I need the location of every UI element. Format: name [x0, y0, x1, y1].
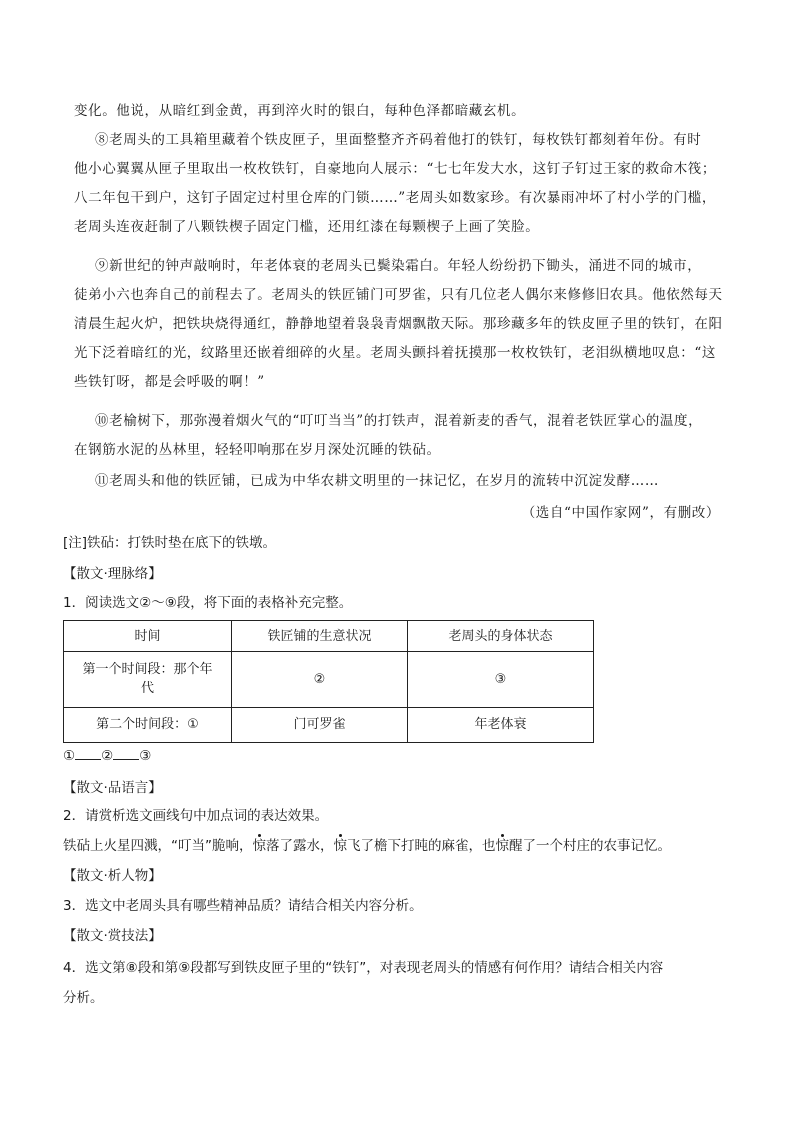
- table-cell-time: [64, 652, 232, 707]
- paragraph-9-line: 徒弟小六也奔自己的前程去了。老周头的铁匠铺门可罗雀，只有几位老人偶尔来修修旧农具。他依然每天: [74, 287, 723, 303]
- paragraph-8-line: 他小心翼翼从匣子里取出一枚枚铁钉，自豪地向人展示：“七七年发大水，这钉子钉过王家的救命木筏；: [74, 161, 716, 177]
- cell-text: 代: [140, 681, 154, 697]
- section-heading: 【散文·理脉络】: [63, 566, 162, 582]
- paragraph-10-line: 在钢筋水泥的丛林里，轻轻叩响那在岁月深处沉睡的铁砧。: [74, 442, 441, 458]
- table-cell-time: 第二个时间段：①: [64, 707, 232, 742]
- table-cell-business: 门可罗雀: [232, 707, 408, 742]
- table-row: [64, 707, 594, 742]
- answer-table: [63, 620, 594, 743]
- paragraph-9-line: ⑨新世纪的钟声敲响时，年老体衰的老周头已鬓染霜白。年轻人纷纷扔下锄头，涌进不同的城市，: [95, 258, 702, 274]
- source-citation: （选自“中国作家网”，有删改）: [521, 505, 720, 521]
- paragraph-10-line: ⑩老榆树下，那弥漫着烟火气的“叮叮当当”的打铁声，混着新麦的香气，混着老铁匠掌心的温度，: [95, 413, 703, 429]
- answer-blank[interactable]: [75, 747, 101, 760]
- underlined-sentence: [63, 836, 671, 856]
- paragraph-9-line: 清晨生起火炉，把铁块烧得通红，静静地望着袅袅青烟飘散天际。那珍藏多年的铁皮匣子里的铁钉，在阳: [74, 316, 723, 332]
- paragraph-9-line: 些铁钉呀，都是会呼吸的啊！”: [74, 374, 265, 390]
- paragraph-8-line: ⑧老周头的工具箱里藏着个铁皮匣子，里面整整齐齐码着他打的铁钉，每枚铁钉都刻着年份。有时: [95, 132, 702, 148]
- section-heading: 【散文·品语言】: [63, 780, 162, 796]
- paragraph-8-line: 老周头连夜赶制了八颗铁楔子固定门槛，还用红漆在每颗楔子上画了笑脸。: [74, 219, 540, 235]
- table-header-row: [64, 621, 594, 652]
- cell-text: 第一个时间段：那个年: [82, 662, 213, 678]
- section-heading: 【散文·析人物】: [63, 868, 162, 884]
- sentence-part: 飞了檐下打盹的麻雀，也: [347, 838, 496, 854]
- table-row: [64, 652, 594, 707]
- blank-label: ③: [139, 748, 152, 764]
- answer-blanks: [63, 746, 151, 766]
- blank-label: ②: [101, 748, 114, 764]
- paragraph-11: ⑪老周头和他的铁匠铺，已成为中华农耕文明里的一抹记忆，在岁月的流转中沉淀发酵……: [95, 473, 659, 489]
- question-2: 2．请赏析选文画线句中加点词的表达效果。: [63, 808, 329, 824]
- dotted-word: 惊: [495, 838, 509, 854]
- sentence-part: 醒了一个村庄的农事记忆。: [509, 838, 671, 854]
- paragraph-9-line: 光下泛着暗红的光，纹路里还嵌着细碎的火星。老周头颤抖着抚摸那一枚枚铁钉，老泪纵横地叹息：“这: [74, 345, 716, 361]
- sentence-part: 铁砧上火星四溅，“叮当”脆响，: [63, 838, 253, 854]
- section-heading: 【散文·赏技法】: [63, 928, 162, 944]
- table-header-cell: 铁匠铺的生意状况: [232, 621, 408, 652]
- table-header-cell: 老周头的身体状态: [408, 621, 594, 652]
- table-header-cell: 时间: [64, 621, 232, 652]
- question-4-line: 4．选文第⑧段和第⑨段都写到铁皮匣子里的“铁钉”，对表现老周头的情感有何作用？请结合相关内容: [63, 960, 664, 976]
- table-cell-health: ③: [408, 652, 594, 707]
- question-1: 1．阅读选文②～⑨段，将下面的表格补充完整。: [63, 595, 353, 611]
- question-4-line: 分析。: [63, 990, 104, 1006]
- footnote: [注]铁砧：打铁时垫在底下的铁墩。: [63, 535, 277, 551]
- table-cell-business: ②: [232, 652, 408, 707]
- sentence-part: 落了露水，: [266, 838, 334, 854]
- blank-label: ①: [63, 748, 76, 764]
- dotted-word: 惊: [252, 838, 266, 854]
- dotted-word: 惊: [333, 838, 347, 854]
- question-3: 3．选文中老周头具有哪些精神品质？请结合相关内容分析。: [63, 898, 423, 914]
- table-cell-health: 年老体衰: [408, 707, 594, 742]
- answer-blank[interactable]: [113, 747, 139, 760]
- paragraph-8-line: 八二年包干到户，这钉子固定过村里仓库的门锁……”老周头如数家珍。有次暴雨冲坏了村小学的门槛，: [74, 190, 716, 206]
- paragraph-7-continuation: 变化。他说，从暗红到金黄，再到淬火时的银白，每种色泽都暗藏玄机。: [74, 103, 526, 119]
